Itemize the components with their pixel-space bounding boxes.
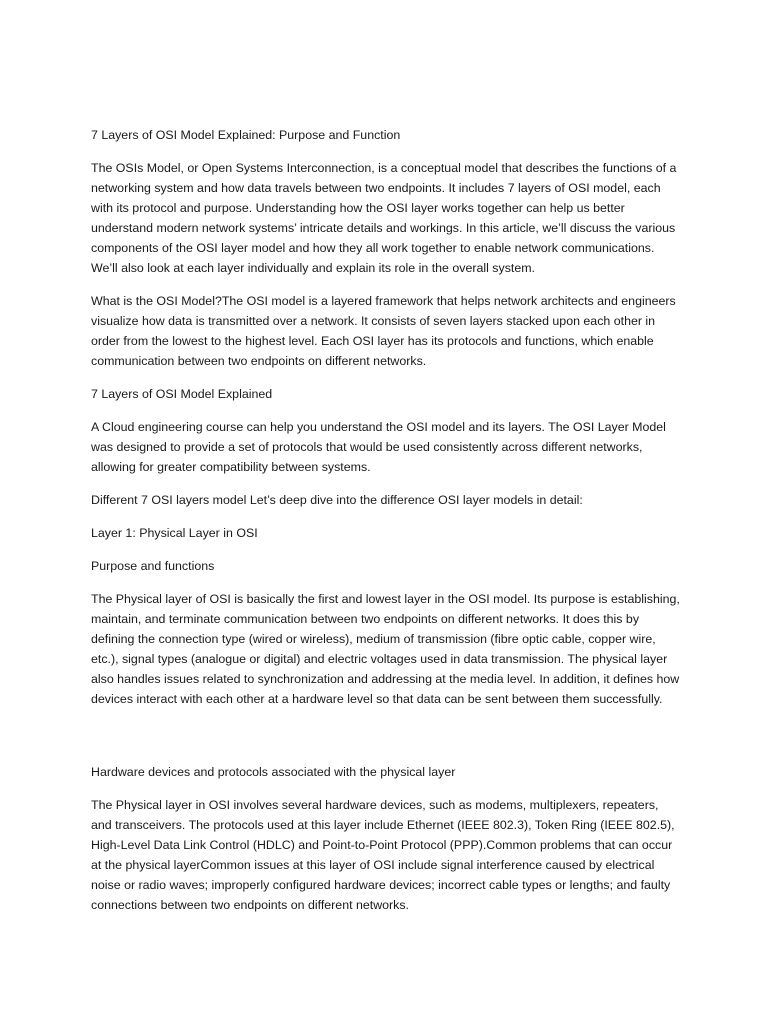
what-is-osi-paragraph: What is the OSI Model?The OSI model is a layered framework that helps network architects and engineers visualize how data is transmitted over a network. It consists of seven layers stacked upon each other in order from the lowest to the highest level. Each OSI layer has its protocols and functions, which enable communication between two endpoints on different networks. (91, 294, 676, 368)
document-title: 7 Layers of OSI Model Explained: Purpose and Function (91, 128, 401, 142)
document-body (91, 125, 681, 928)
deep-dive-paragraph: Different 7 OSI layers model Let’s deep dive into the difference OSI layer models in detail: (91, 493, 583, 507)
subheading-purpose-functions: Purpose and functions (91, 559, 215, 573)
cloud-course-paragraph: A Cloud engineering course can help you understand the OSI model and its layers. The OSI Layer Model was designed to provide a set of protocols that would be used consistently across different networks, allowing for greater compatibility between systems. (91, 420, 666, 474)
hardware-protocols-paragraph: The Physical layer in OSI involves several hardware devices, such as modems, multiplexers, repeaters, and transceivers. The protocols used at this layer include Ethernet (IEEE 802.3), Token Ring (IEEE 802.5), High-Level Data Link Control (HDLC) and Point-to-Point Protocol (PPP).Common problems that can occur at the physical layerCommon issues at this layer of OSI include signal interference caused by electrical noise or radio waves; improperly configured hardware devices; incorrect cable types or lengths; and faulty connections between two endpoints on different networks. (91, 798, 675, 912)
section-heading-layers-explained: 7 Layers of OSI Model Explained (91, 387, 273, 401)
physical-layer-paragraph: The Physical layer of OSI is basically the first and lowest layer in the OSI model. Its purpose is establishing, maintain, and terminate communication between two endpoints on different networks. It does this by defining the connection type (wired or wireless), medium of transmission (fibre optic cable, copper wire, etc.), signal types (analogue or digital) and electric voltages used in data transmission. The physical layer also handles issues related to synchronization and addressing at the media level. In addition, it defines how devices interact with each other at a hardware level so that data can be sent between them successfully. (91, 592, 680, 706)
subheading-hardware-devices: Hardware devices and protocols associated with the physical layer (91, 765, 456, 779)
section-heading-layer-1: Layer 1: Physical Layer in OSI (91, 526, 258, 540)
intro-paragraph: The OSIs Model, or Open Systems Interconnection, is a conceptual model that describes the functions of a networking system and how data travels between two endpoints. It includes 7 layers of OSI model, each with its protocol and purpose. Understanding how the OSI layer works together can help us better understand modern network systems’ intricate details and workings. In this article, we’ll discuss the various components of the OSI layer model and how they all work together to enable network communications. We’ll also look at each layer individually and explain its role in the overall system. (91, 161, 677, 275)
